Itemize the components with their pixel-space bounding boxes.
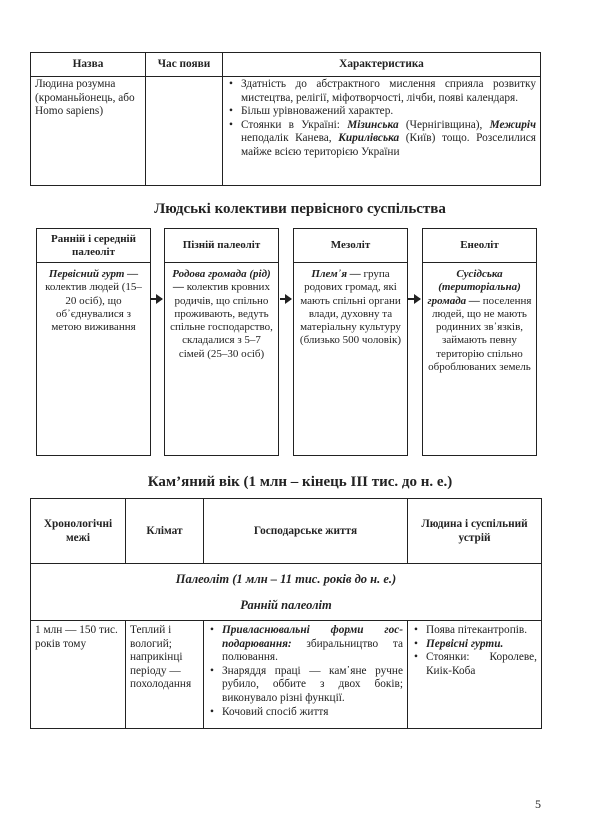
box-term: Родова громада (рід) — xyxy=(172,268,271,294)
list-item xyxy=(227,119,536,160)
box-header: Пізній палеоліт xyxy=(165,229,278,263)
column-header-society: Людина і суспільний устрій xyxy=(408,499,542,564)
item-text: Кочовий спосіб життя xyxy=(222,705,329,718)
column-header-characteristics: Характеристика xyxy=(223,53,541,77)
appearance-time xyxy=(146,77,223,186)
text-run: Стоянки в Україні: xyxy=(241,118,348,131)
climate-cell: Теплий і вологий; наприкінці періоду — похолодання xyxy=(126,621,204,729)
chronology-cell: 1 млн — 150 тис. років тому xyxy=(31,621,126,729)
box-text: колектив людей (15–20 осіб), що об᾽єднувалися з метою виживання xyxy=(45,281,142,334)
column-header-economy: Господарське життя xyxy=(204,499,408,564)
emphasis-text: Первісні гурти. xyxy=(426,637,504,650)
box-text: поселення людей, що не мають родинних зв᾽язків, займають певну територію спільно оброблюваних земель xyxy=(428,294,532,374)
box-term: Плем᾽я — xyxy=(311,268,361,280)
site-mizyn: Мізинська xyxy=(347,118,399,131)
economy-list xyxy=(208,624,403,719)
arrow-right-icon xyxy=(151,298,162,300)
economy-cell xyxy=(204,621,408,729)
text-run: (Київ) тощо. Розселилися майже всією територією України xyxy=(241,132,537,158)
box-body xyxy=(165,263,278,361)
list-item xyxy=(412,624,537,638)
column-header-name: Назва xyxy=(31,53,146,77)
box-text: група родових громад, які мають спільні органи влади, духовну та матеріальну культуру (близько 500 чоловік) xyxy=(299,268,402,347)
stone-age-title: Кам’яний вік (1 млн – кінець ІІІ тис. до н. е.) xyxy=(147,474,453,490)
text-run: (Чернігівщина), xyxy=(398,118,490,131)
list-item xyxy=(412,638,537,652)
homo-sapiens-table xyxy=(30,52,541,186)
list-item: • Більш урівноважений характер. xyxy=(227,105,536,119)
list-item xyxy=(208,665,403,706)
box-body xyxy=(423,263,536,374)
society-cell xyxy=(408,621,542,729)
page-number: 5 xyxy=(535,797,541,811)
list-item xyxy=(412,651,537,678)
box-term: Первісний гурт — xyxy=(48,268,139,280)
item-text: Стоянки: Королеве, Киік-Коба xyxy=(426,651,537,677)
table-row xyxy=(31,77,541,186)
box-header: Мезоліт xyxy=(294,229,407,263)
characteristics-cell xyxy=(223,77,541,186)
box-header: Енеоліт xyxy=(423,229,536,263)
box-text: колектив кровних родичів, що спільно проживають, ведуть спільне господарство, складалися з 5–7 сімей (25–30 осіб) xyxy=(170,281,273,360)
period-row xyxy=(31,564,542,621)
stone-age-table xyxy=(30,498,542,729)
diagram-box-eneolithic xyxy=(422,228,537,456)
diagram-box-mesolithic xyxy=(293,228,408,456)
text-run: неподалік Канева, xyxy=(241,132,339,145)
table-header-row xyxy=(31,53,541,77)
list-item xyxy=(208,624,403,665)
site-kyrylivska: Кирилівська xyxy=(338,132,400,145)
item-text: Знаряддя праці — кам᾽яне ручне рубило, оббите з двох боків; виконувало різні функції. xyxy=(222,664,403,704)
subperiod-title: Ранній палеоліт xyxy=(240,598,332,612)
column-header-climate: Клімат xyxy=(126,499,204,564)
arrow-right-icon xyxy=(408,298,420,300)
diagram-title: Людські колективи первісного суспільства xyxy=(154,201,446,217)
species-name: Людина розумна (кроманьйонець, або Homo sapiens) xyxy=(31,77,146,186)
list-item: • Здатність до абстрактного мислення сприяла розвитку мистецтва, релігії, міфотворчості, лічби, появі календаря. xyxy=(227,78,536,105)
list-item xyxy=(208,706,403,720)
emphasis-text: Привласнювальні форми господарювання: xyxy=(222,624,403,650)
period-title: Палеоліт (1 млн – 11 тис. років до н. е.) xyxy=(175,572,397,586)
box-body xyxy=(294,263,407,348)
period-cell xyxy=(31,564,542,621)
box-term: Сусідська (територіальна) громада — xyxy=(427,268,521,307)
arrow-right-icon xyxy=(280,298,291,300)
box-header: Ранній і середній палеоліт xyxy=(37,229,150,263)
table-row xyxy=(31,621,542,729)
column-header-chronology: Хронологічні межі xyxy=(31,499,126,564)
diagram-box-early-paleolithic xyxy=(36,228,151,456)
table-header-row xyxy=(31,499,542,564)
item-text: Поява пітекантропів. xyxy=(426,624,528,636)
characteristics-list xyxy=(227,78,536,160)
society-list xyxy=(412,624,537,678)
item-text: збиральництво та полювання. xyxy=(222,637,403,664)
box-body xyxy=(37,263,150,334)
diagram-box-late-paleolithic xyxy=(164,228,279,456)
column-header-time: Час появи xyxy=(146,53,223,77)
site-mezhyrich: Межиріч xyxy=(489,118,536,131)
